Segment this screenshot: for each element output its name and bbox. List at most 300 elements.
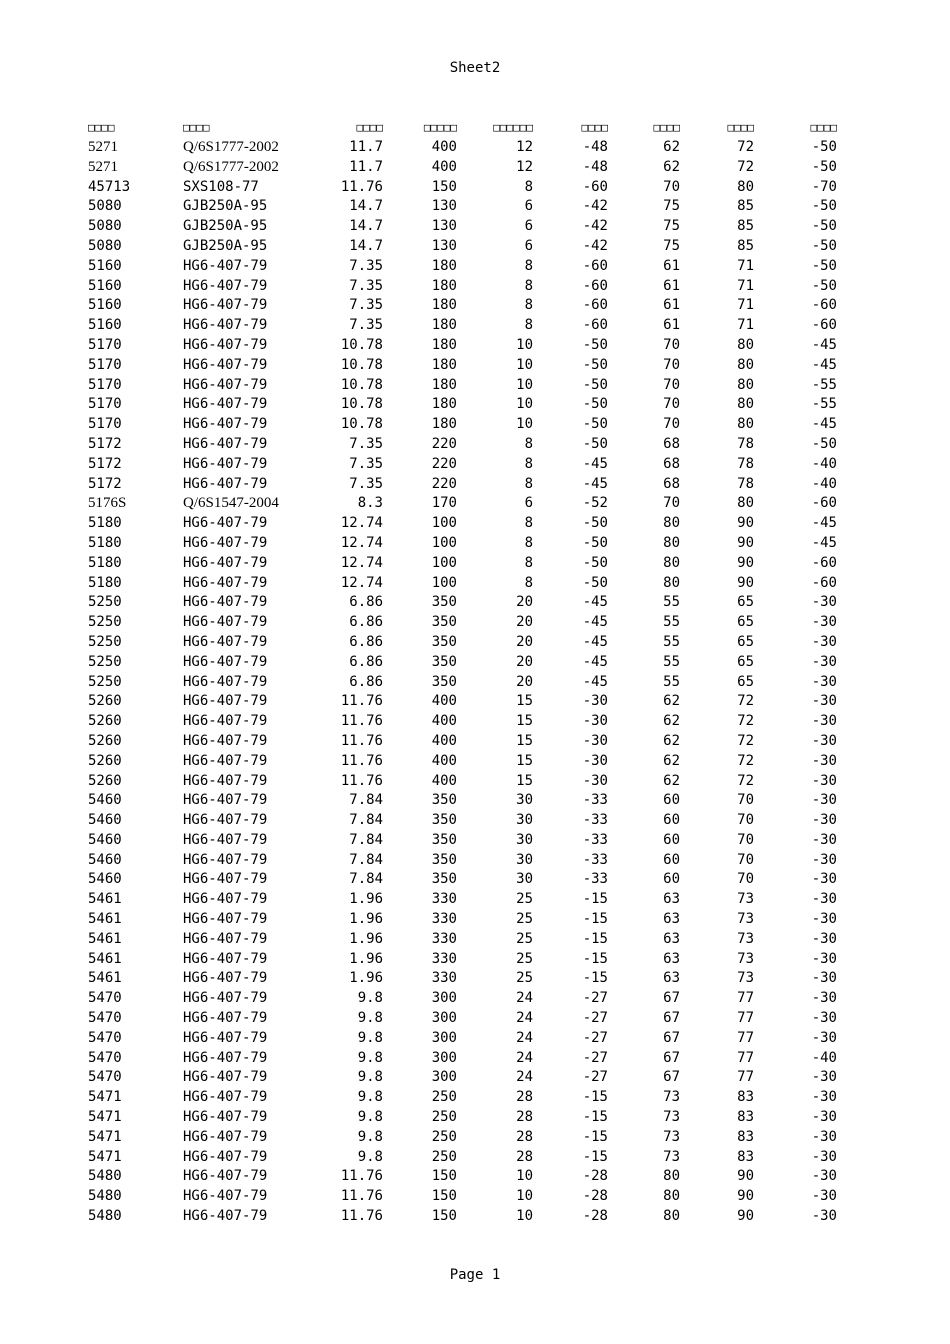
- value-cell: 350: [431, 653, 457, 670]
- value-cell: -55: [811, 376, 837, 393]
- table-row: [88, 593, 837, 613]
- table-row: [88, 1009, 837, 1029]
- value-cell: 63: [663, 950, 680, 967]
- value-cell: 9.8: [357, 1010, 383, 1027]
- value-cell: -30: [811, 1089, 837, 1106]
- value-cell: 8: [524, 574, 533, 591]
- value-cell: 60: [663, 871, 680, 888]
- model-cell: 5470: [88, 1069, 122, 1086]
- value-cell: -60: [811, 317, 837, 334]
- value-cell: 63: [663, 911, 680, 928]
- value-cell: 62: [663, 693, 680, 710]
- value-cell: 55: [663, 653, 680, 670]
- value-cell: 61: [663, 297, 680, 314]
- standard-cell: HG6-407-79: [183, 1128, 268, 1145]
- value-cell: 10.78: [340, 416, 383, 433]
- table-row: [88, 336, 837, 356]
- value-cell: -48: [582, 158, 608, 175]
- table-row: [88, 989, 837, 1009]
- value-cell: -30: [811, 693, 837, 710]
- value-cell: -60: [811, 574, 837, 591]
- value-cell: 1.96: [349, 970, 383, 987]
- value-cell: 180: [431, 257, 457, 274]
- value-cell: -30: [582, 732, 608, 749]
- standard-cell: HG6-407-79: [183, 435, 268, 452]
- value-cell: 70: [663, 178, 680, 195]
- value-cell: 11.76: [340, 1208, 383, 1225]
- value-cell: 11.76: [340, 713, 383, 730]
- value-cell: 77: [737, 1010, 754, 1027]
- table-row: [88, 415, 837, 435]
- table-row: [88, 178, 837, 198]
- value-cell: 400: [431, 693, 457, 710]
- value-cell: -30: [811, 831, 837, 848]
- value-cell: 73: [737, 930, 754, 947]
- value-cell: -30: [582, 713, 608, 730]
- value-cell: 61: [663, 277, 680, 294]
- value-cell: 73: [737, 970, 754, 987]
- value-cell: 10: [516, 376, 533, 393]
- value-cell: -50: [811, 198, 837, 215]
- value-cell: 11.76: [340, 1168, 383, 1185]
- value-cell: -40: [811, 475, 837, 492]
- standard-cell: Q/6S1777-2002: [183, 158, 279, 175]
- value-cell: 7.35: [349, 257, 383, 274]
- value-cell: -28: [582, 1168, 608, 1185]
- value-cell: 24: [516, 1029, 533, 1046]
- value-cell: 150: [431, 1168, 457, 1185]
- value-cell: 350: [431, 614, 457, 631]
- model-cell: 5172: [88, 435, 122, 452]
- value-cell: 12.74: [340, 515, 383, 532]
- value-cell: 24: [516, 990, 533, 1007]
- value-cell: -30: [811, 1069, 837, 1086]
- value-cell: -45: [582, 475, 608, 492]
- value-cell: -30: [582, 752, 608, 769]
- model-cell: 5170: [88, 416, 122, 433]
- value-cell: 55: [663, 614, 680, 631]
- value-cell: 1.96: [349, 930, 383, 947]
- value-cell: 85: [737, 237, 754, 254]
- value-cell: 350: [431, 812, 457, 829]
- value-cell: 180: [431, 317, 457, 334]
- table-row: [88, 633, 837, 653]
- value-cell: 20: [516, 614, 533, 631]
- value-cell: 70: [663, 416, 680, 433]
- value-cell: -50: [582, 356, 608, 373]
- value-cell: 90: [737, 1208, 754, 1225]
- model-cell: 45713: [88, 178, 131, 195]
- value-cell: 60: [663, 851, 680, 868]
- value-cell: 220: [431, 455, 457, 472]
- value-cell: -15: [582, 1128, 608, 1145]
- value-cell: 11.76: [340, 1188, 383, 1205]
- standard-cell: HG6-407-79: [183, 1168, 268, 1185]
- value-cell: 1.96: [349, 950, 383, 967]
- value-cell: 90: [737, 554, 754, 571]
- header-row: [88, 117, 837, 138]
- table-row: [88, 356, 837, 376]
- value-cell: -50: [582, 515, 608, 532]
- value-cell: 7.84: [349, 851, 383, 868]
- value-cell: 25: [516, 970, 533, 987]
- model-cell: 5480: [88, 1208, 122, 1225]
- value-cell: 73: [663, 1089, 680, 1106]
- table-row: [88, 395, 837, 415]
- value-cell: 400: [431, 139, 457, 155]
- value-cell: 400: [431, 713, 457, 730]
- value-cell: 90: [737, 534, 754, 551]
- value-cell: 10: [516, 356, 533, 373]
- table-row: [88, 455, 837, 475]
- value-cell: 11.76: [340, 732, 383, 749]
- value-cell: -45: [811, 534, 837, 551]
- standard-cell: HG6-407-79: [183, 851, 268, 868]
- standard-cell: HG6-407-79: [183, 594, 268, 611]
- value-cell: 6.86: [349, 614, 383, 631]
- table-row: [88, 277, 837, 297]
- value-cell: 73: [737, 891, 754, 908]
- value-cell: 70: [663, 336, 680, 353]
- standard-cell: HG6-407-79: [183, 1208, 268, 1225]
- value-cell: 15: [516, 693, 533, 710]
- table-row: [88, 1128, 837, 1148]
- model-cell: 5170: [88, 396, 122, 413]
- value-cell: 8: [524, 257, 533, 274]
- value-cell: -30: [811, 812, 837, 829]
- value-cell: -33: [582, 851, 608, 868]
- standard-cell: HG6-407-79: [183, 554, 268, 571]
- column-header: □□□□: [356, 121, 383, 134]
- value-cell: 150: [431, 1188, 457, 1205]
- value-cell: 100: [431, 574, 457, 591]
- value-cell: -27: [582, 1010, 608, 1027]
- table-row: [88, 653, 837, 673]
- value-cell: 67: [663, 1069, 680, 1086]
- column-header: □□□□: [727, 121, 754, 134]
- value-cell: -15: [582, 1089, 608, 1106]
- value-cell: -50: [582, 554, 608, 571]
- value-cell: 350: [431, 871, 457, 888]
- value-cell: -30: [811, 1148, 837, 1165]
- value-cell: 330: [431, 911, 457, 928]
- value-cell: 67: [663, 1029, 680, 1046]
- table-row: [88, 712, 837, 732]
- value-cell: 71: [737, 277, 754, 294]
- standard-cell: HG6-407-79: [183, 1109, 268, 1126]
- value-cell: 70: [663, 356, 680, 373]
- standard-cell: HG6-407-79: [183, 376, 268, 393]
- value-cell: -30: [811, 713, 837, 730]
- standard-cell: HG6-407-79: [183, 732, 268, 749]
- standard-cell: HG6-407-79: [183, 257, 268, 274]
- value-cell: 67: [663, 1049, 680, 1066]
- value-cell: 300: [431, 1010, 457, 1027]
- standard-cell: HG6-407-79: [183, 792, 268, 809]
- value-cell: 7.84: [349, 812, 383, 829]
- value-cell: 65: [737, 653, 754, 670]
- value-cell: 68: [663, 435, 680, 452]
- value-cell: 10.78: [340, 376, 383, 393]
- table-row: [88, 1167, 837, 1187]
- value-cell: 68: [663, 475, 680, 492]
- value-cell: 72: [737, 693, 754, 710]
- table-row: [88, 910, 837, 930]
- value-cell: 70: [737, 792, 754, 809]
- value-cell: 350: [431, 633, 457, 650]
- value-cell: 80: [737, 376, 754, 393]
- standard-cell: HG6-407-79: [183, 1069, 268, 1086]
- standard-cell: HG6-407-79: [183, 1049, 268, 1066]
- value-cell: -70: [811, 178, 837, 195]
- value-cell: 15: [516, 713, 533, 730]
- standard-cell: HG6-407-79: [183, 930, 268, 947]
- value-cell: 80: [663, 574, 680, 591]
- value-cell: -30: [582, 693, 608, 710]
- value-cell: -27: [582, 1029, 608, 1046]
- table-row: [88, 1029, 837, 1049]
- value-cell: 71: [737, 257, 754, 274]
- value-cell: 61: [663, 317, 680, 334]
- value-cell: 180: [431, 297, 457, 314]
- value-cell: 70: [737, 851, 754, 868]
- value-cell: 11.76: [340, 693, 383, 710]
- value-cell: 180: [431, 336, 457, 353]
- value-cell: 8: [524, 435, 533, 452]
- model-cell: 5250: [88, 594, 122, 611]
- value-cell: 8: [524, 178, 533, 195]
- table-row: [88, 534, 837, 554]
- model-cell: 5250: [88, 633, 122, 650]
- value-cell: -30: [811, 772, 837, 789]
- value-cell: -15: [582, 1109, 608, 1126]
- value-cell: -50: [811, 257, 837, 274]
- value-cell: 73: [663, 1109, 680, 1126]
- value-cell: 250: [431, 1148, 457, 1165]
- value-cell: 25: [516, 950, 533, 967]
- value-cell: -33: [582, 871, 608, 888]
- value-cell: -45: [811, 515, 837, 532]
- value-cell: -50: [811, 237, 837, 254]
- value-cell: 300: [431, 1029, 457, 1046]
- model-cell: 5080: [88, 198, 122, 215]
- value-cell: 250: [431, 1109, 457, 1126]
- value-cell: 330: [431, 950, 457, 967]
- standard-cell: HG6-407-79: [183, 990, 268, 1007]
- table-row: [88, 791, 837, 811]
- value-cell: 350: [431, 851, 457, 868]
- value-cell: 1.96: [349, 891, 383, 908]
- table-row: [88, 316, 837, 336]
- value-cell: 220: [431, 475, 457, 492]
- value-cell: 80: [663, 515, 680, 532]
- model-cell: 5461: [88, 970, 122, 987]
- value-cell: 6: [524, 218, 533, 235]
- value-cell: 65: [737, 614, 754, 631]
- table-row: [88, 435, 837, 455]
- value-cell: 9.8: [357, 1049, 383, 1066]
- standard-cell: HG6-407-79: [183, 891, 268, 908]
- value-cell: 72: [737, 752, 754, 769]
- value-cell: 30: [516, 871, 533, 888]
- value-cell: 28: [516, 1089, 533, 1106]
- model-cell: 5172: [88, 455, 122, 472]
- value-cell: 78: [737, 435, 754, 452]
- value-cell: -28: [582, 1208, 608, 1225]
- value-cell: 25: [516, 930, 533, 947]
- value-cell: 180: [431, 396, 457, 413]
- value-cell: 70: [737, 812, 754, 829]
- value-cell: 400: [431, 732, 457, 749]
- table-row: [88, 772, 837, 792]
- table-row: [88, 950, 837, 970]
- value-cell: 80: [737, 396, 754, 413]
- value-cell: 8: [524, 277, 533, 294]
- model-cell: 5180: [88, 574, 122, 591]
- value-cell: 11.76: [340, 772, 383, 789]
- standard-cell: HG6-407-79: [183, 950, 268, 967]
- value-cell: -30: [811, 1109, 837, 1126]
- value-cell: 78: [737, 475, 754, 492]
- value-cell: -33: [582, 812, 608, 829]
- value-cell: 9.8: [357, 990, 383, 1007]
- model-cell: 5080: [88, 218, 122, 235]
- standard-cell: Q/6S1547-2004: [183, 495, 279, 512]
- value-cell: -50: [811, 277, 837, 294]
- value-cell: -45: [582, 594, 608, 611]
- value-cell: 12: [516, 139, 533, 155]
- model-cell: 5470: [88, 1029, 122, 1046]
- value-cell: 55: [663, 594, 680, 611]
- value-cell: 350: [431, 831, 457, 848]
- value-cell: 150: [431, 178, 457, 195]
- value-cell: 10: [516, 336, 533, 353]
- value-cell: -50: [582, 574, 608, 591]
- model-cell: 5170: [88, 376, 122, 393]
- value-cell: 28: [516, 1148, 533, 1165]
- value-cell: 90: [737, 574, 754, 591]
- value-cell: 130: [431, 218, 457, 235]
- standard-cell: HG6-407-79: [183, 752, 268, 769]
- value-cell: 180: [431, 356, 457, 373]
- value-cell: -33: [582, 792, 608, 809]
- value-cell: 77: [737, 1029, 754, 1046]
- value-cell: 11.7: [349, 158, 383, 175]
- value-cell: 80: [737, 356, 754, 373]
- value-cell: 68: [663, 455, 680, 472]
- value-cell: 28: [516, 1109, 533, 1126]
- value-cell: -48: [582, 139, 608, 155]
- value-cell: 300: [431, 1069, 457, 1086]
- standard-cell: HG6-407-79: [183, 871, 268, 888]
- model-cell: 5461: [88, 930, 122, 947]
- value-cell: 20: [516, 673, 533, 690]
- value-cell: 80: [737, 416, 754, 433]
- model-cell: 5471: [88, 1089, 122, 1106]
- value-cell: -40: [811, 1049, 837, 1066]
- value-cell: 7.35: [349, 475, 383, 492]
- value-cell: 10: [516, 1168, 533, 1185]
- value-cell: -50: [582, 376, 608, 393]
- value-cell: 180: [431, 376, 457, 393]
- table-row: [88, 296, 837, 316]
- table-row: [88, 831, 837, 851]
- value-cell: 400: [431, 158, 457, 175]
- value-cell: -30: [811, 1010, 837, 1027]
- value-cell: 73: [663, 1128, 680, 1145]
- value-cell: 55: [663, 633, 680, 650]
- value-cell: -50: [582, 396, 608, 413]
- model-cell: 5170: [88, 356, 122, 373]
- value-cell: 73: [737, 950, 754, 967]
- value-cell: 8: [524, 515, 533, 532]
- value-cell: 6.86: [349, 653, 383, 670]
- value-cell: 65: [737, 633, 754, 650]
- value-cell: -33: [582, 831, 608, 848]
- standard-cell: HG6-407-79: [183, 574, 268, 591]
- table-row: [88, 752, 837, 772]
- value-cell: 70: [737, 871, 754, 888]
- value-cell: 24: [516, 1049, 533, 1066]
- value-cell: 70: [737, 831, 754, 848]
- value-cell: -15: [582, 891, 608, 908]
- value-cell: 80: [737, 495, 754, 512]
- value-cell: 9.8: [357, 1128, 383, 1145]
- value-cell: 180: [431, 416, 457, 433]
- standard-cell: HG6-407-79: [183, 515, 268, 532]
- value-cell: 67: [663, 1010, 680, 1027]
- table-row: [88, 732, 837, 752]
- value-cell: 8.3: [357, 495, 383, 512]
- value-cell: 30: [516, 831, 533, 848]
- value-cell: -30: [811, 653, 837, 670]
- value-cell: 83: [737, 1148, 754, 1165]
- value-cell: -27: [582, 1069, 608, 1086]
- table-row: [88, 514, 837, 534]
- standard-cell: GJB250A-95: [183, 218, 268, 235]
- model-cell: 5160: [88, 297, 122, 314]
- value-cell: -45: [811, 416, 837, 433]
- value-cell: 63: [663, 930, 680, 947]
- model-cell: 5461: [88, 950, 122, 967]
- model-cell: 5460: [88, 851, 122, 868]
- value-cell: 10.78: [340, 336, 383, 353]
- table-body: [88, 138, 837, 1227]
- value-cell: 1.96: [349, 911, 383, 928]
- standard-cell: HG6-407-79: [183, 475, 268, 492]
- value-cell: 72: [737, 772, 754, 789]
- value-cell: 100: [431, 534, 457, 551]
- column-header: □□□□: [581, 121, 608, 134]
- value-cell: 250: [431, 1128, 457, 1145]
- value-cell: 62: [663, 158, 680, 175]
- value-cell: 80: [663, 1208, 680, 1225]
- standard-cell: HG6-407-79: [183, 653, 268, 670]
- column-header: □□□□: [810, 121, 837, 134]
- value-cell: 80: [663, 1168, 680, 1185]
- value-cell: 62: [663, 732, 680, 749]
- value-cell: -30: [811, 614, 837, 631]
- value-cell: -30: [811, 871, 837, 888]
- value-cell: 28: [516, 1128, 533, 1145]
- value-cell: 9.8: [357, 1089, 383, 1106]
- value-cell: 20: [516, 633, 533, 650]
- column-header: □□□□: [183, 121, 210, 134]
- value-cell: 350: [431, 594, 457, 611]
- value-cell: 62: [663, 713, 680, 730]
- value-cell: 11.76: [340, 178, 383, 195]
- value-cell: 62: [663, 772, 680, 789]
